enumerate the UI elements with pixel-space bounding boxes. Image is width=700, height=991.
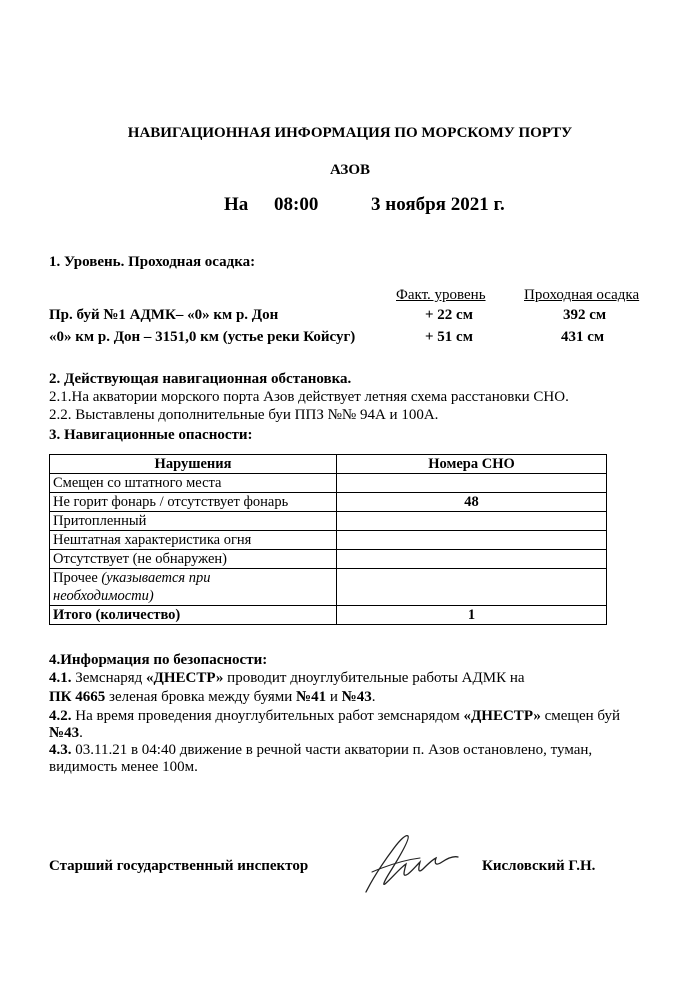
signatory-position: Старший государственный инспектор <box>49 858 309 874</box>
date-prefix: На <box>224 194 249 215</box>
document-title: НАВИГАЦИОННАЯ ИНФОРМАЦИЯ ПО МОРСКОМУ ПОРТУ <box>127 125 573 141</box>
table-row <box>50 493 607 512</box>
handwritten-signature <box>352 828 462 898</box>
other-label: Прочее <box>53 570 102 586</box>
buoy-numbers <box>337 569 607 606</box>
level-row-draft: 392 см <box>563 307 607 323</box>
violation-label: Смещен со штатного места <box>50 474 337 493</box>
table-row <box>50 512 607 531</box>
nav-situation-line: 2.1.На акватории морского порта Азов действует летняя схема расстановки СНО. <box>49 389 569 405</box>
table-total-row <box>50 606 607 625</box>
safety-paragraph-1-line2: ПК 4665 зеленая бровка между буями №41 и №43. <box>49 689 376 705</box>
report-time: 08:00 <box>274 194 319 215</box>
table-row <box>50 531 607 550</box>
safety-paragraph-1-line1: 4.1. Земснаряд «ДНЕСТР» проводит дноуглубительные работы АДМК на <box>49 670 525 686</box>
level-row-draft: 431 см <box>561 329 605 345</box>
other-note: необходимости) <box>53 588 154 604</box>
total-label: Итого (количество) <box>50 606 337 625</box>
table-row <box>50 569 607 606</box>
table-header-violations: Нарушения <box>50 455 337 474</box>
column-header-level: Факт. уровень <box>396 287 486 303</box>
violation-label-other <box>50 569 337 606</box>
port-name: АЗОВ <box>329 162 371 178</box>
table-row <box>50 550 607 569</box>
violation-label: Притопленный <box>50 512 337 531</box>
column-header-draft: Проходная осадка <box>524 287 640 303</box>
total-value: 1 <box>337 606 607 625</box>
violation-label: Отсутствует (не обнаружен) <box>50 550 337 569</box>
buoy-numbers <box>337 474 607 493</box>
buoy-numbers <box>337 550 607 569</box>
violation-label: Нештатная характеристика огня <box>50 531 337 550</box>
section4-heading: 4.Информация по безопасности: <box>49 652 268 668</box>
signatory-name: Кисловский Г.Н. <box>482 858 596 874</box>
table-row <box>50 474 607 493</box>
section3-heading: 3. Навигационные опасности: <box>49 427 253 443</box>
table-header-buoy-numbers: Номера СНО <box>337 455 607 474</box>
buoy-numbers <box>337 531 607 550</box>
other-note: (указывается при <box>101 570 211 586</box>
level-row-level: + 51 см <box>425 329 473 345</box>
table-header-row <box>50 455 607 474</box>
section1-heading: 1. Уровень. Проходная осадка: <box>49 254 256 270</box>
hazards-table <box>49 454 607 625</box>
level-row-location: Пр. буй №1 АДМК– «0» км р. Дон <box>49 307 279 323</box>
level-row-level: + 22 см <box>425 307 473 323</box>
safety-paragraph-2-line1: 4.2. На время проведения дноуглубительных работ земснарядом «ДНЕСТР» смещен буй <box>49 708 620 724</box>
buoy-numbers <box>337 512 607 531</box>
safety-paragraph-3-line2: видимость менее 100м. <box>49 759 198 775</box>
nav-situation-line: 2.2. Выставлены дополнительные буи ППЗ №№ 94А и 100А. <box>49 407 439 423</box>
safety-paragraph-3-line1: 4.3. 03.11.21 в 04:40 движение в речной части акватории п. Азов остановлено, туман, <box>49 742 593 758</box>
violation-label: Не горит фонарь / отсутствует фонарь <box>50 493 337 512</box>
report-date: 3 ноября 2021 г. <box>371 194 505 215</box>
buoy-numbers: 48 <box>337 493 607 512</box>
safety-paragraph-2-line2: №43. <box>49 725 83 741</box>
section2-heading: 2. Действующая навигационная обстановка. <box>49 371 352 387</box>
level-row-location: «0» км р. Дон – 3151,0 км (устье реки Койсуг) <box>49 329 356 345</box>
